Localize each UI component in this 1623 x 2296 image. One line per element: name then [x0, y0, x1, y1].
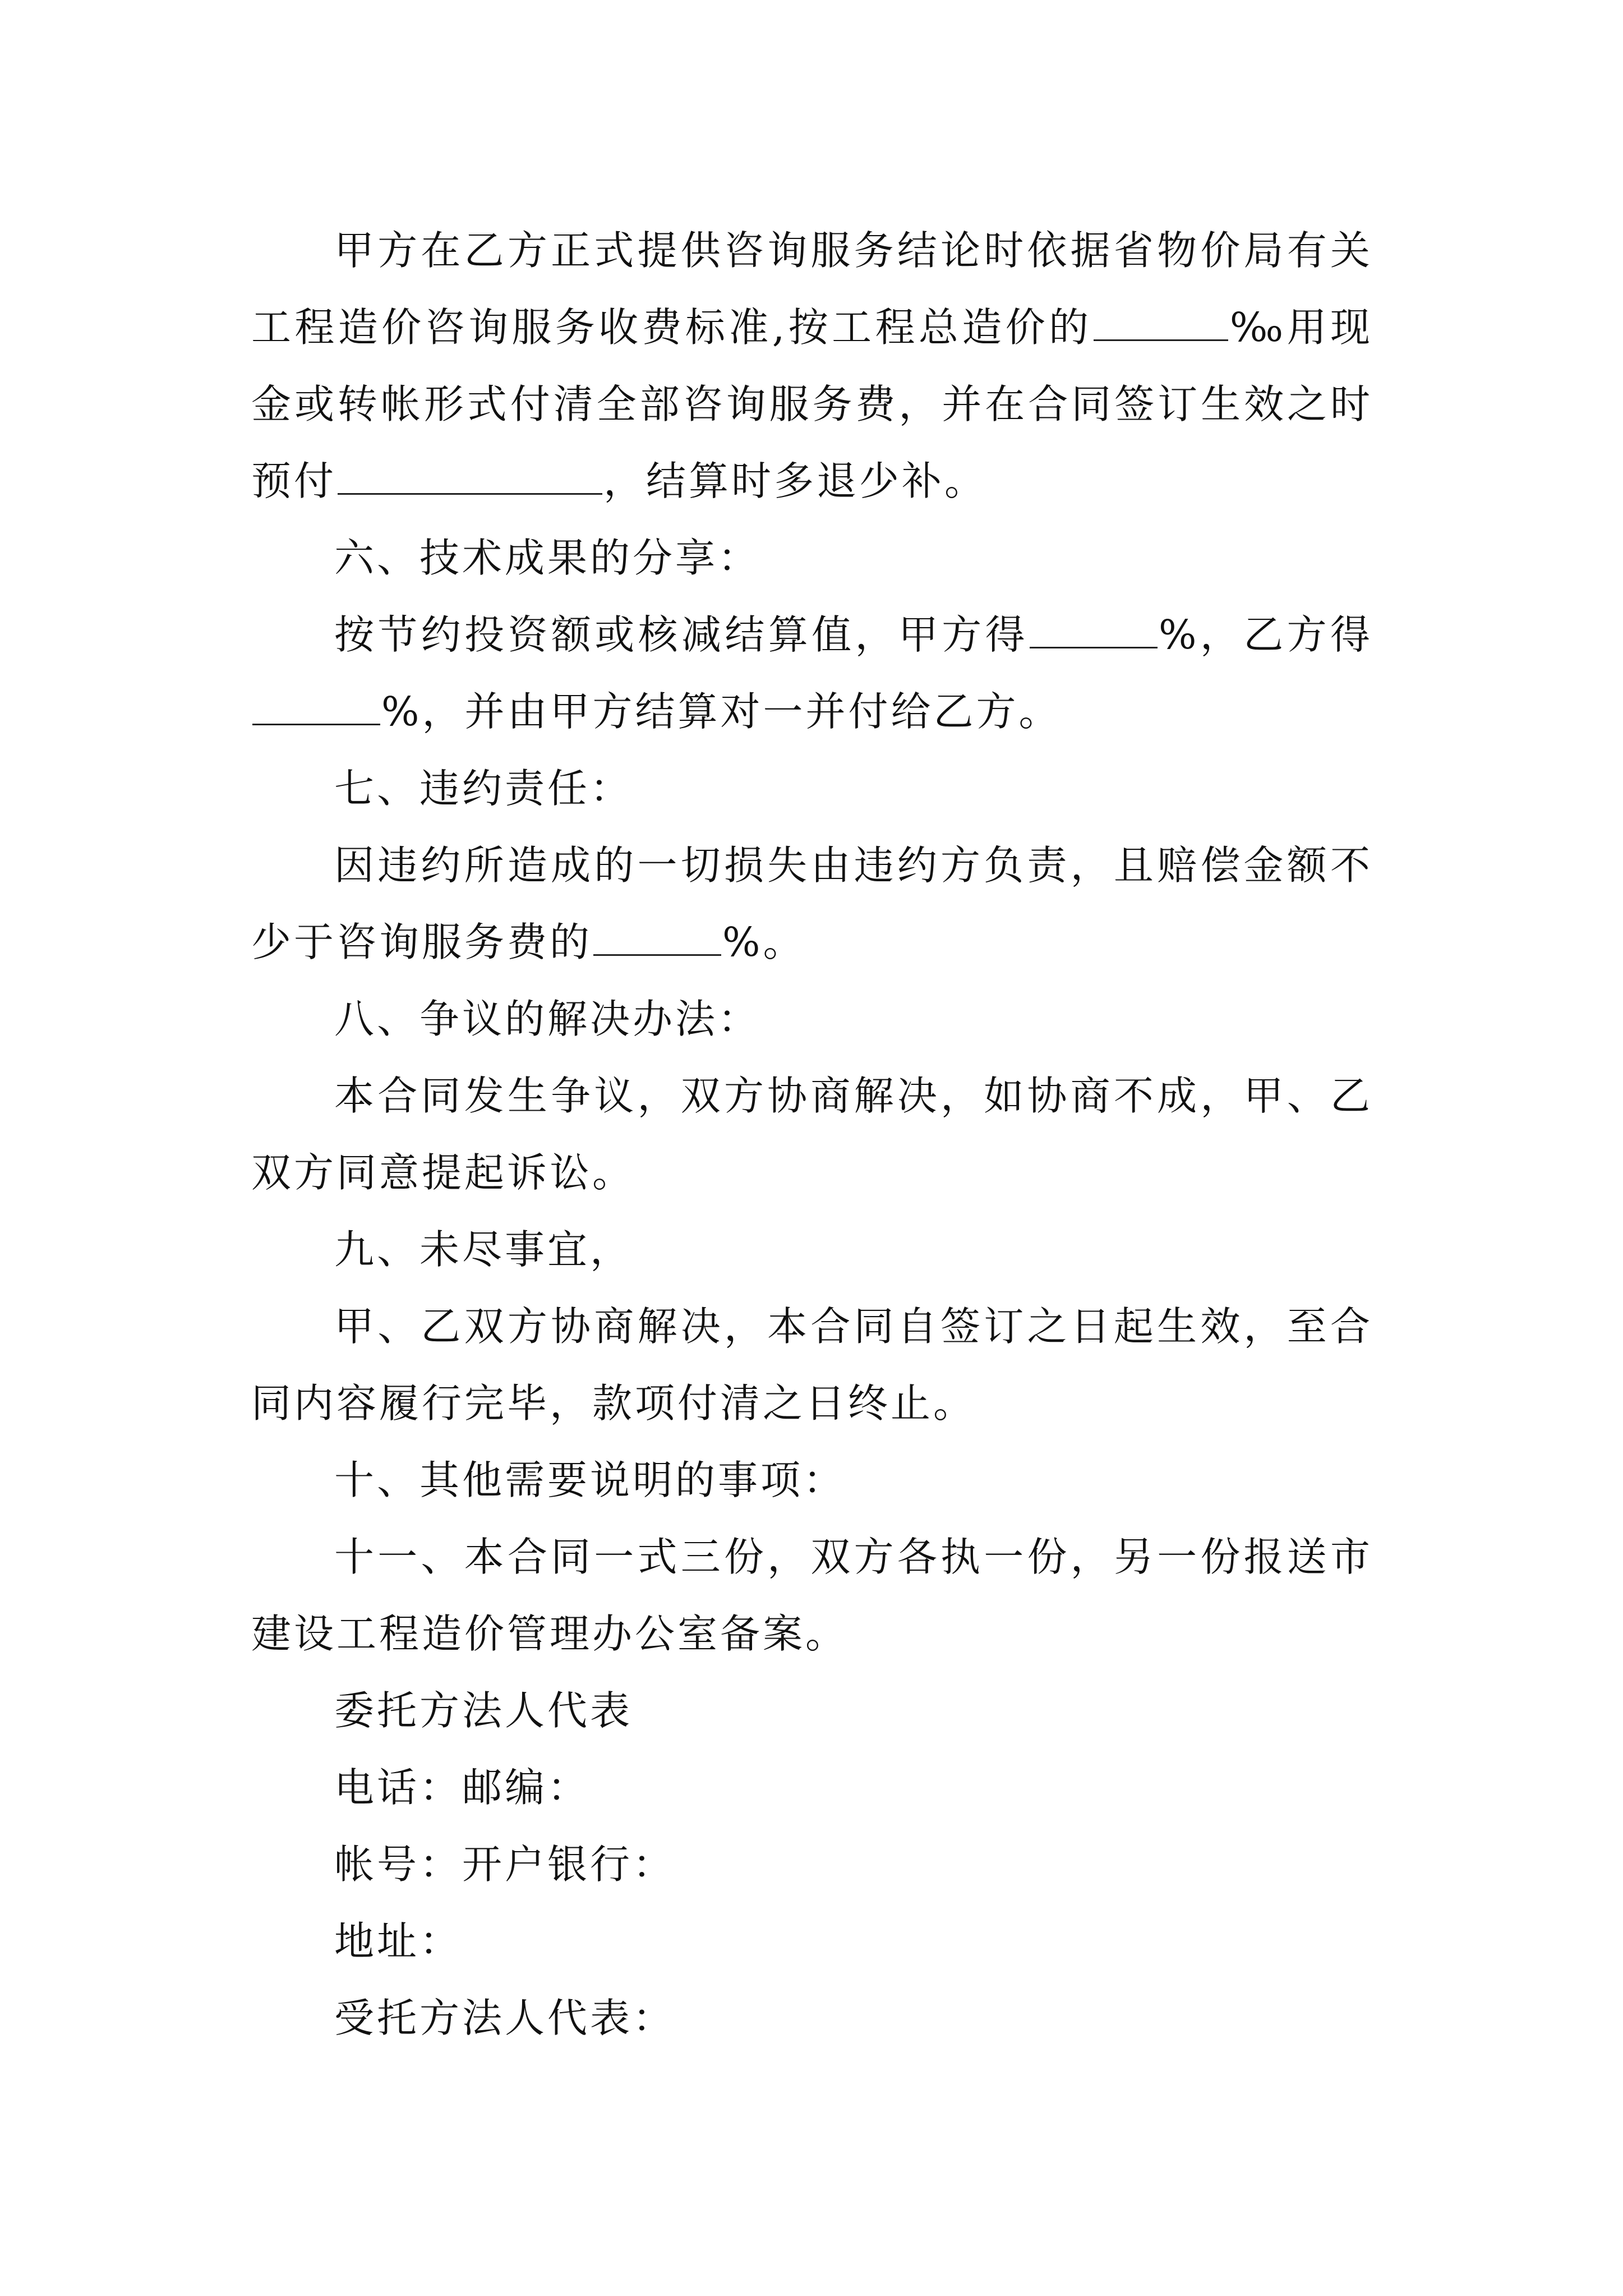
signature-client-representative: 委托方法人代表 [334, 1687, 633, 1734]
paragraph-text: 甲方在乙方正式提供咨询服务结论时依据省物价局有关工程造价咨询服务收费标准,按工程总造价的 [251, 227, 1373, 351]
paragraph-other-matters: 甲、乙双方协商解决，本合同自签订之日起生效，至合同内容履行完毕，款项付清之日终止。 [251, 1303, 1373, 1427]
section-heading-breach: 七、违约责任： [334, 765, 633, 812]
paragraph-payment-terms [251, 212, 1373, 519]
section-heading-other-matters: 九、未尽事宜， [334, 1226, 633, 1273]
paragraph-text: %，并由甲方结算对一并付给乙方。 [381, 688, 1062, 735]
paragraph-results-sharing [251, 596, 1373, 750]
section-heading-dispute: 八、争议的解决办法： [334, 996, 761, 1042]
signature-contractor-representative: 受托方法人代表： [334, 1995, 676, 2041]
section-heading-additional-notes: 十、其他需要说明的事项： [334, 1457, 846, 1503]
blank-fill-line [1094, 339, 1228, 341]
paragraph-text: ，结算时多退少补。 [603, 458, 988, 504]
signature-phone-postcode: 电话：邮编： [334, 1764, 591, 1811]
paragraph-copies: 十一、本合同一式三份，双方各执一份，另一份报送市建设工程造价管理办公室备案。 [251, 1534, 1373, 1657]
section-heading-results-sharing: 六、技术成果的分享： [334, 535, 761, 581]
blank-fill-line [338, 493, 602, 495]
paragraph-text: %，乙方得 [1159, 611, 1373, 658]
blank-fill-line [593, 954, 721, 956]
document-page [251, 212, 1373, 2056]
paragraph-text: 按节约投资额或核减结算值，甲方得 [334, 611, 1029, 658]
signature-account-bank: 帐号：开户银行： [334, 1841, 676, 1888]
paragraph-text: 因违约所造成的一切损失由违约方负责，且赔偿金额不少于咨询服务费的 [251, 842, 1373, 965]
signature-address: 地址： [334, 1918, 463, 1964]
blank-fill-line [1030, 646, 1158, 648]
paragraph-text: ‰用现金或转帐形式付清全部咨询服务费，并在合同签订生效之时预付 [251, 304, 1373, 504]
paragraph-text: %。 [722, 919, 806, 965]
blank-fill-line [252, 723, 380, 725]
paragraph-dispute: 本合同发生争议，双方协商解决，如协商不成，甲、乙双方同意提起诉讼。 [251, 1073, 1373, 1196]
paragraph-breach [251, 827, 1373, 981]
